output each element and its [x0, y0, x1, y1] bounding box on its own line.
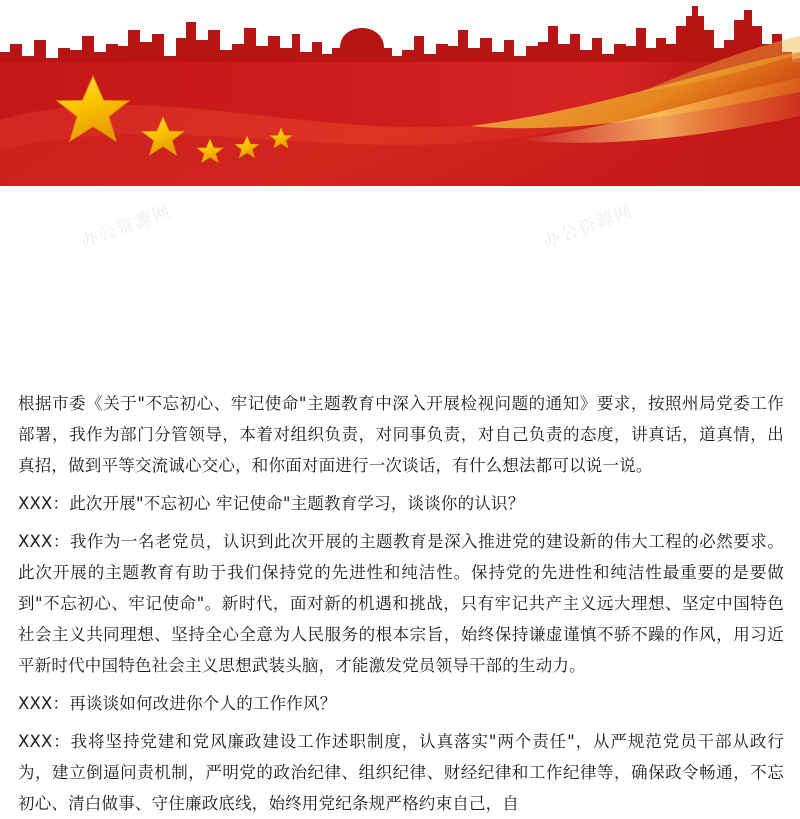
paragraph: 根据市委《关于"不忘初心、牢记使命"主题教育中深入开展检视问题的通知》要求，按照州局党委工作部署，我作为部门分管领导，本着对组织负责，对同事负责，对自己负责的态度，讲真话，道真情，出真招，做到平等交流诚心交心，和你面对面进行一次谈话，有什么想法都可以说一说。: [18, 394, 784, 475]
watermark-right: 办公资源网: [540, 201, 637, 253]
watermark-left: 办公资源网: [78, 201, 175, 253]
document-body: [18, 388, 784, 819]
banner-bottom-edge: [0, 186, 800, 196]
banner-graphic: [0, 0, 800, 196]
banner: [0, 0, 800, 196]
paragraph: XXX：我将坚持党建和党风廉政建设工作述职制度，认真落实"两个责任"，从严规范党员干部从政行为，建立倒逼问责机制，严明党的政治纪律、组织纪律、财经纪律和工作纪律等，确保政令畅通，不忘初心、清白做事、守住廉政底线，始终用党纪条规严格约束自己，自: [18, 732, 784, 813]
paragraph: XXX：再谈谈如何改进你个人的工作作风？: [18, 694, 337, 713]
city-skyline: [0, 6, 800, 62]
paragraph: XXX：我作为一名老党员，认识到此次开展的主题教育是深入推进党的建设新的伟大工程的必然要求。此次开展的主题教育有助于我们保持党的先进性和纯洁性。保持党的先进性和纯洁性最重要的是要做到"不忘初心、牢记使命"。新时代，面对新的机遇和挑战，只有牢记共产主义远大理想、坚定中国特色社会主义共同理想、坚持全心全意为人民服务的根本宗旨，始终保持谦虚谨慎不骄不躁的作风，用习近平新时代中国特色社会主义思想武装头脑，才能激发党员领导干部的生动力。: [18, 532, 784, 675]
paragraph: XXX：此次开展"不忘初心 牢记使命"主题教育学习，谈谈你的认识？: [18, 494, 525, 513]
